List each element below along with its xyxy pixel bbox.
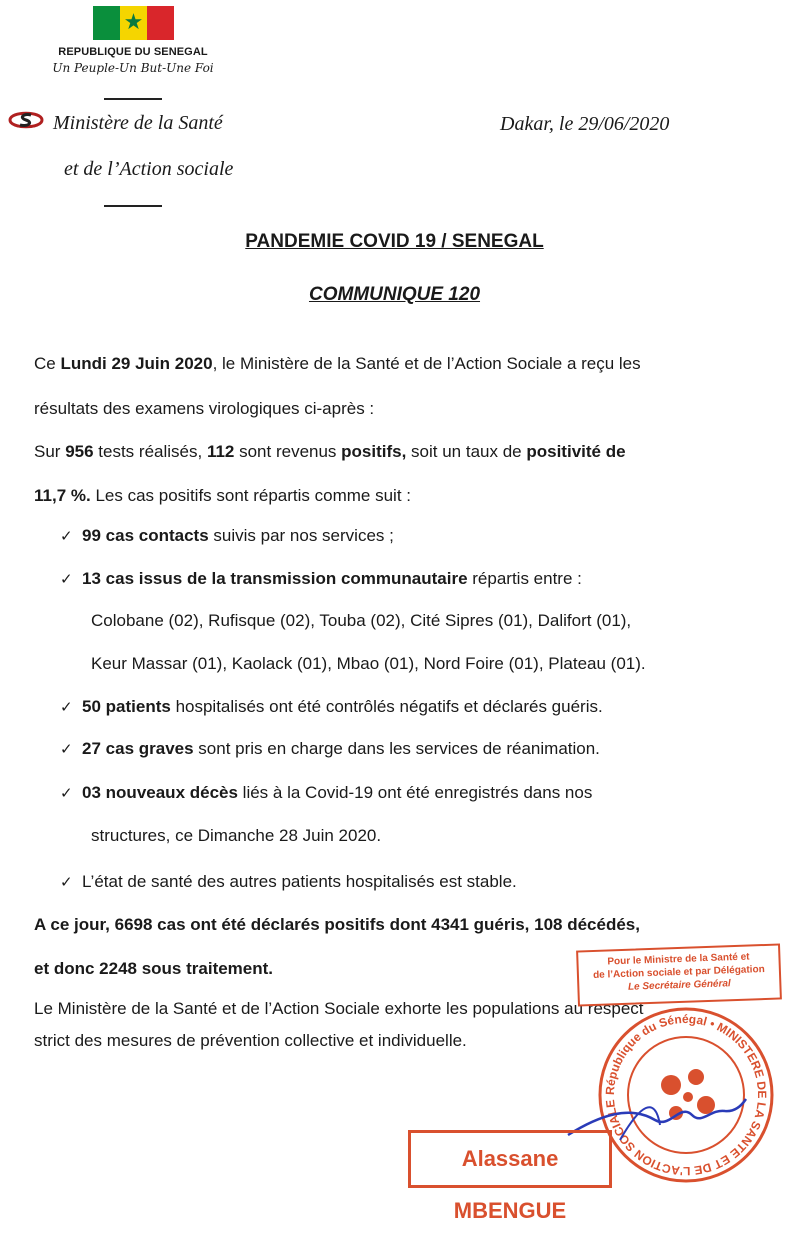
seal-text: République du Sénégal • MINISTERE DE LA SANTE ET DE L'ACTION SOCIALE [602,1011,770,1179]
rate-line [34,484,411,508]
summary-line1: A ce jour, 6698 cas ont été déclarés positifs dont 4341 guéris, 108 décédés, [34,915,640,934]
text: répartis entre : [467,569,582,588]
text: 50 patients [82,697,171,716]
closing-line2: strict des mesures de prévention collective et individuelle. [34,1031,467,1050]
republic-name: REPUBLIQUE DU SENEGAL [58,46,208,58]
senegal-flag [93,6,174,40]
text: positifs, [341,442,407,461]
community-locations-line2: Keur Massar (01), Kaolack (01), Mbao (01), Nord Foire (01), Plateau (01). [91,654,646,673]
check-icon: ✓ [60,740,73,758]
positivity-rate: 11,7 %. [34,486,91,505]
text: liés à la Covid-19 ont été enregistrés dans nos [237,783,593,802]
text: 13 cas issus de la transmission communautaire [82,569,468,588]
place-date: Dakar, le 29/06/2020 [500,113,670,135]
text: sont revenus [234,442,342,461]
ministry-name-line1: Ministère de la Santé [53,112,223,134]
ministry-name-line2: et de l’Action sociale [64,158,234,180]
text: L’état de santé des autres patients hospitalisés est stable. [82,872,517,891]
document-title: PANDEMIE COVID 19 / SENEGAL [245,231,544,252]
delegation-stamp [576,943,782,1006]
text: 99 cas contacts [82,526,209,545]
tests-line [34,440,750,464]
bullet-community [60,567,582,591]
text: Ce [34,354,61,373]
text: tests réalisés, [93,442,207,461]
check-icon: ✓ [60,698,73,716]
text: , le Ministère de la Santé et de l’Action Sociale a reçu les [212,354,641,373]
ministry-logo-icon [7,107,45,133]
check-icon: ✓ [60,784,73,802]
stamp-line: de l’Action sociale et par Délégation [592,964,765,981]
report-date: Lundi 29 Juin 2020 [60,354,213,373]
intro-line2: résultats des examens virologiques ci-après : [34,399,375,418]
divider [104,205,162,207]
stamp-line: Pour le Ministre de la Santé et [607,951,750,968]
tests-count: 956 [65,442,94,461]
bullet-stable [60,870,517,894]
positive-count: 112 [206,442,235,461]
summary-line2: et donc 2248 sous traitement. [34,959,274,978]
deaths-line2: structures, ce Dimanche 28 Juin 2020. [91,826,382,845]
text: positivité de [526,442,626,461]
check-icon: ✓ [60,570,73,588]
communique-number: COMMUNIQUE 120 [308,284,481,305]
bullet-deaths [60,781,748,805]
check-icon: ✓ [60,873,73,891]
text: sont pris en charge dans les services de réanimation. [193,739,600,758]
text: Sur [34,442,66,461]
national-motto: Un Peuple-Un But-Une Foi [52,61,214,75]
community-locations-line1: Colobane (02), Rufisque (02), Touba (02), Cité Sipres (01), Dalifort (01), [91,611,632,630]
intro-line1 [34,352,641,376]
text: suivis par nos services ; [208,526,394,545]
signatory-name-stamp: Alassane MBENGUE [408,1130,612,1188]
stamp-line: Le Secrétaire Général [627,978,731,993]
text: soit un taux de [406,442,527,461]
text: 27 cas graves [82,739,194,758]
closing-line1: Le Ministère de la Santé et de l’Action Sociale exhorte les populations au respect [34,999,644,1018]
text: Les cas positifs sont répartis comme suit : [90,486,412,505]
star-icon: ★ [123,10,144,35]
bullet-recovered [60,695,603,719]
divider [104,98,162,100]
text: 03 nouveaux décès [82,783,238,802]
text: hospitalisés ont été contrôlés négatifs et déclarés guéris. [170,697,603,716]
bullet-contacts [60,524,394,548]
check-icon: ✓ [60,527,73,545]
bullet-severe [60,737,600,761]
